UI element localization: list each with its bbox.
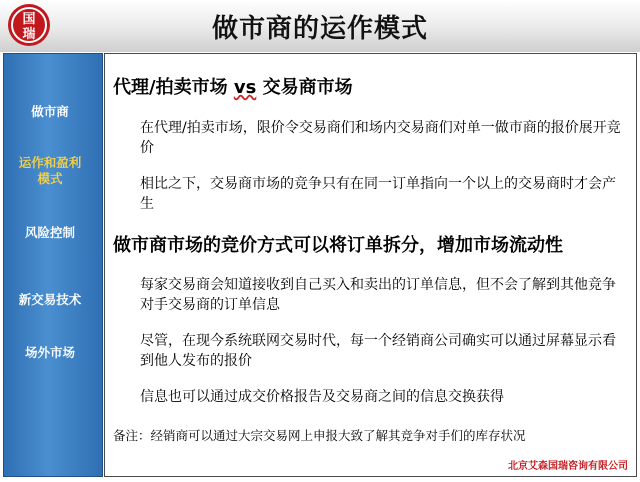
content-panel [104,53,637,477]
heading-part-2: 交易商市场 [256,77,353,98]
heading-vs: vs [233,77,257,98]
sidebar-item-market-maker[interactable]: 做市商 [31,104,69,119]
footer-company: 北京艾森国瑞咨询有限公司 [508,461,628,472]
sidebar-item-new-trading-tech[interactable]: 新交易技术 [18,292,82,307]
paragraph-screen-quotes: 尽管，在现今系统联网交易时代，每一个经销商公司确实可以通过屏幕显示看到他人发布的报价 [140,333,616,369]
svg-text:国: 国 [22,12,36,27]
sidebar-item-risk-control[interactable]: 风险控制 [24,225,75,240]
note-text: 备注：经销商可以通过大宗交易网上申报大致了解其竞争对手们的库存状况 [113,428,526,443]
company-logo-icon [6,2,52,48]
paragraph-dealer-competition: 相比之下，交易商市场的竞争只有在同一订单指向一个以上的交易商时才会产生 [140,176,616,212]
heading-part-1: 代理/拍卖市场 [113,77,234,98]
heading-auction-vs-dealer [113,73,353,99]
sidebar-item-otc-market[interactable]: 场外市场 [24,345,75,360]
sidebar-item-operation-model[interactable]: 运作和盈利 模式 [18,155,82,186]
page-title: 做市商的运作模式 [211,14,428,44]
paragraph-auction-market: 在代理/拍卖市场，限价令交易商们和场内交易商们对单一做市商的报价展开竞价 [140,120,621,156]
svg-text:瑞: 瑞 [22,27,36,42]
paragraph-info-exchange: 信息也可以通过成交价格报告及交易商之间的信息交换获得 [140,389,504,405]
heading-order-split: 做市商市场的竞价方式可以将订单拆分，增加市场流动性 [113,235,563,256]
header-bar [0,0,640,52]
paragraph-order-info: 每家交易商会知道接收到自己买入和卖出的订单信息，但不会了解到其他竞争对手交易商的订单信息 [140,277,616,313]
